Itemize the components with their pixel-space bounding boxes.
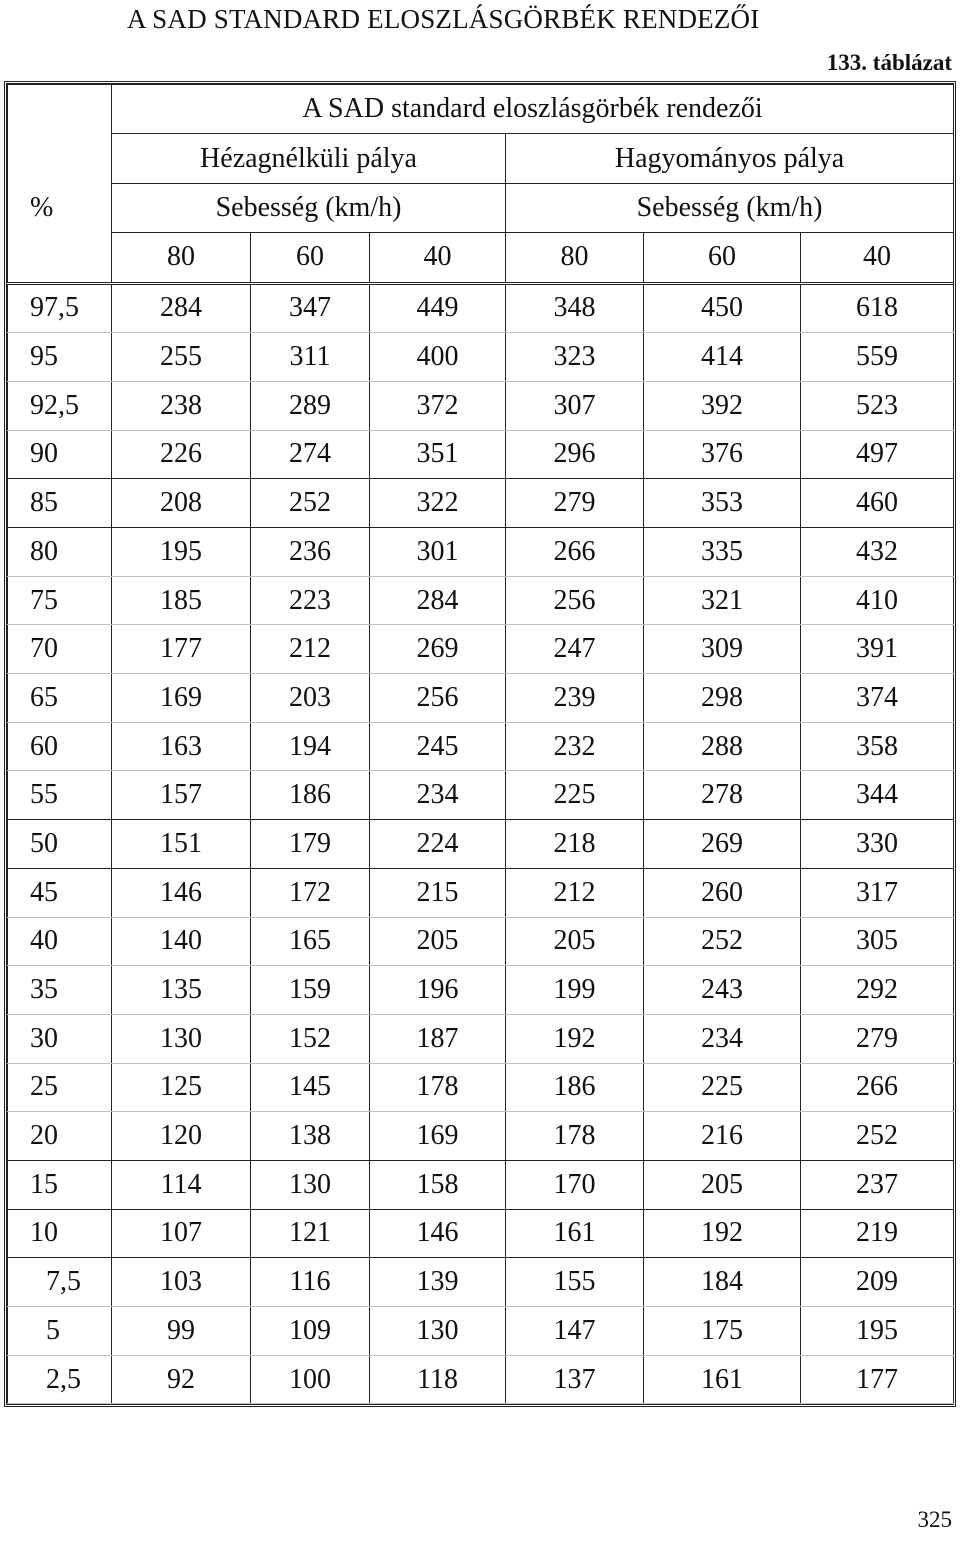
value-cell: 114 (112, 1160, 251, 1209)
value-cell: 100 (251, 1355, 370, 1404)
value-cell: 161 (506, 1209, 644, 1258)
value-cell: 130 (251, 1160, 370, 1209)
value-cell: 177 (112, 625, 251, 674)
table-row (8, 1258, 954, 1307)
value-cell: 186 (251, 771, 370, 820)
value-cell: 152 (251, 1014, 370, 1063)
value-cell: 307 (506, 381, 644, 430)
value-cell: 256 (506, 576, 644, 625)
value-cell: 130 (370, 1307, 506, 1356)
speed-header-2: 40 (370, 233, 506, 283)
value-cell: 260 (644, 868, 801, 917)
table-row (8, 576, 954, 625)
value-cell: 335 (644, 528, 801, 577)
value-cell: 125 (112, 1063, 251, 1112)
value-cell: 237 (801, 1160, 954, 1209)
value-cell: 348 (506, 283, 644, 333)
table-row (8, 1307, 954, 1356)
value-cell: 374 (801, 674, 954, 723)
value-cell: 140 (112, 917, 251, 966)
speed-header-1: 60 (251, 233, 370, 283)
value-cell: 203 (251, 674, 370, 723)
value-cell: 146 (112, 868, 251, 917)
value-cell: 269 (370, 625, 506, 674)
value-cell: 151 (112, 820, 251, 869)
value-cell: 414 (644, 333, 801, 382)
value-cell: 266 (506, 528, 644, 577)
value-cell: 449 (370, 283, 506, 333)
table-row (8, 1112, 954, 1161)
value-cell: 344 (801, 771, 954, 820)
value-cell: 195 (112, 528, 251, 577)
value-cell: 322 (370, 479, 506, 528)
value-cell: 301 (370, 528, 506, 577)
percent-cell: 35 (8, 966, 112, 1015)
value-cell: 289 (251, 381, 370, 430)
value-cell: 196 (370, 966, 506, 1015)
value-cell: 99 (112, 1307, 251, 1356)
value-cell: 309 (644, 625, 801, 674)
value-cell: 245 (370, 722, 506, 771)
value-cell: 353 (644, 479, 801, 528)
value-cell: 252 (251, 479, 370, 528)
percent-cell: 65 (8, 674, 112, 723)
value-cell: 195 (801, 1307, 954, 1356)
percent-cell: 15 (8, 1160, 112, 1209)
value-cell: 205 (506, 917, 644, 966)
table-row (8, 430, 954, 479)
value-cell: 161 (644, 1355, 801, 1404)
value-cell: 109 (251, 1307, 370, 1356)
value-cell: 224 (370, 820, 506, 869)
value-cell: 116 (251, 1258, 370, 1307)
value-cell: 118 (370, 1355, 506, 1404)
value-cell: 138 (251, 1112, 370, 1161)
table-row (8, 283, 954, 333)
value-cell: 139 (370, 1258, 506, 1307)
table-row (8, 966, 954, 1015)
value-cell: 185 (112, 576, 251, 625)
value-cell: 234 (370, 771, 506, 820)
value-cell: 247 (506, 625, 644, 674)
table-row (8, 625, 954, 674)
percent-cell: 45 (8, 868, 112, 917)
value-cell: 559 (801, 333, 954, 382)
percent-cell: 55 (8, 771, 112, 820)
value-cell: 288 (644, 722, 801, 771)
percent-cell: 85 (8, 479, 112, 528)
page-number: 325 (917, 1507, 952, 1532)
value-cell: 165 (251, 917, 370, 966)
value-cell: 158 (370, 1160, 506, 1209)
value-cell: 184 (644, 1258, 801, 1307)
percent-cell: 10 (8, 1209, 112, 1258)
value-cell: 205 (370, 917, 506, 966)
value-cell: 223 (251, 576, 370, 625)
table-row (8, 381, 954, 430)
value-cell: 215 (370, 868, 506, 917)
percent-header-top (8, 85, 112, 134)
value-cell: 172 (251, 868, 370, 917)
value-cell: 323 (506, 333, 644, 382)
value-cell: 392 (644, 381, 801, 430)
value-cell: 347 (251, 283, 370, 333)
value-cell: 145 (251, 1063, 370, 1112)
value-cell: 187 (370, 1014, 506, 1063)
table-row (8, 1355, 954, 1404)
value-cell: 298 (644, 674, 801, 723)
value-cell: 216 (644, 1112, 801, 1161)
percent-cell: 95 (8, 333, 112, 382)
value-cell: 274 (251, 430, 370, 479)
percent-cell: 60 (8, 722, 112, 771)
table-row (8, 1160, 954, 1209)
percent-cell: 30 (8, 1014, 112, 1063)
value-cell: 192 (644, 1209, 801, 1258)
table-row (8, 1014, 954, 1063)
value-cell: 296 (506, 430, 644, 479)
value-cell: 159 (251, 966, 370, 1015)
value-cell: 175 (644, 1307, 801, 1356)
value-cell: 169 (370, 1112, 506, 1161)
speed-label-right: Sebesség (km/h) (506, 183, 954, 232)
value-cell: 238 (112, 381, 251, 430)
percent-cell: 5 (8, 1307, 112, 1356)
value-cell: 256 (370, 674, 506, 723)
value-cell: 317 (801, 868, 954, 917)
percent-header-mid (8, 134, 112, 183)
value-cell: 199 (506, 966, 644, 1015)
speed-header-5: 40 (801, 233, 954, 283)
percent-cell: 20 (8, 1112, 112, 1161)
value-cell: 120 (112, 1112, 251, 1161)
value-cell: 279 (506, 479, 644, 528)
value-cell: 236 (251, 528, 370, 577)
value-cell: 284 (112, 283, 251, 333)
value-cell: 278 (644, 771, 801, 820)
value-cell: 226 (112, 430, 251, 479)
value-cell: 269 (644, 820, 801, 869)
table-row (8, 333, 954, 382)
value-cell: 460 (801, 479, 954, 528)
table-row (8, 528, 954, 577)
value-cell: 284 (370, 576, 506, 625)
value-cell: 103 (112, 1258, 251, 1307)
percent-cell: 90 (8, 430, 112, 479)
value-cell: 225 (506, 771, 644, 820)
value-cell: 194 (251, 722, 370, 771)
value-cell: 252 (644, 917, 801, 966)
percent-cell: 97,5 (8, 283, 112, 333)
value-cell: 219 (801, 1209, 954, 1258)
value-cell: 121 (251, 1209, 370, 1258)
value-cell: 305 (801, 917, 954, 966)
value-cell: 179 (251, 820, 370, 869)
percent-header-bottom (8, 233, 112, 283)
percent-cell: 25 (8, 1063, 112, 1112)
value-cell: 279 (801, 1014, 954, 1063)
table-number: 133. táblázat (826, 50, 952, 75)
value-cell: 130 (112, 1014, 251, 1063)
value-cell: 212 (251, 625, 370, 674)
page-header: A SAD STANDARD ELOSZLÁSGÖRBÉK RENDEZŐI (127, 4, 760, 34)
table-row (8, 479, 954, 528)
value-cell: 178 (370, 1063, 506, 1112)
value-cell: 497 (801, 430, 954, 479)
value-cell: 169 (112, 674, 251, 723)
value-cell: 255 (112, 333, 251, 382)
percent-cell: 75 (8, 576, 112, 625)
value-cell: 186 (506, 1063, 644, 1112)
value-cell: 107 (112, 1209, 251, 1258)
value-cell: 170 (506, 1160, 644, 1209)
value-cell: 523 (801, 381, 954, 430)
value-cell: 410 (801, 576, 954, 625)
value-cell: 321 (644, 576, 801, 625)
speed-header-3: 80 (506, 233, 644, 283)
value-cell: 205 (644, 1160, 801, 1209)
percent-cell: 2,5 (8, 1355, 112, 1404)
percent-cell: 70 (8, 625, 112, 674)
value-cell: 155 (506, 1258, 644, 1307)
value-cell: 232 (506, 722, 644, 771)
table-row (8, 722, 954, 771)
percent-cell: 80 (8, 528, 112, 577)
value-cell: 163 (112, 722, 251, 771)
value-cell: 225 (644, 1063, 801, 1112)
value-cell: 400 (370, 333, 506, 382)
table-row (8, 1063, 954, 1112)
value-cell: 234 (644, 1014, 801, 1063)
value-cell: 376 (644, 430, 801, 479)
value-cell: 157 (112, 771, 251, 820)
value-cell: 252 (801, 1112, 954, 1161)
table-row (8, 674, 954, 723)
percent-cell: 50 (8, 820, 112, 869)
table-title: A SAD standard eloszlásgörbék rendezői (112, 85, 954, 134)
value-cell: 135 (112, 966, 251, 1015)
value-cell: 243 (644, 966, 801, 1015)
table-row (8, 868, 954, 917)
value-cell: 137 (506, 1355, 644, 1404)
value-cell: 146 (370, 1209, 506, 1258)
value-cell: 192 (506, 1014, 644, 1063)
table-row (8, 820, 954, 869)
value-cell: 330 (801, 820, 954, 869)
percent-header: % (8, 183, 112, 232)
value-cell: 266 (801, 1063, 954, 1112)
value-cell: 209 (801, 1258, 954, 1307)
value-cell: 178 (506, 1112, 644, 1161)
value-cell: 391 (801, 625, 954, 674)
value-cell: 372 (370, 381, 506, 430)
value-cell: 292 (801, 966, 954, 1015)
value-cell: 351 (370, 430, 506, 479)
distribution-table (7, 84, 954, 1404)
speed-label-left: Sebesség (km/h) (112, 183, 506, 232)
value-cell: 177 (801, 1355, 954, 1404)
value-cell: 432 (801, 528, 954, 577)
value-cell: 311 (251, 333, 370, 382)
value-cell: 208 (112, 479, 251, 528)
table-row (8, 771, 954, 820)
speed-header-4: 60 (644, 233, 801, 283)
value-cell: 450 (644, 283, 801, 333)
value-cell: 92 (112, 1355, 251, 1404)
table-row (8, 1209, 954, 1258)
value-cell: 218 (506, 820, 644, 869)
group-left-header: Hézagnélküli pálya (112, 134, 506, 183)
group-right-header: Hagyományos pálya (506, 134, 954, 183)
table-row (8, 917, 954, 966)
value-cell: 358 (801, 722, 954, 771)
percent-cell: 92,5 (8, 381, 112, 430)
percent-cell: 40 (8, 917, 112, 966)
value-cell: 212 (506, 868, 644, 917)
data-table-frame (4, 81, 956, 1407)
value-cell: 618 (801, 283, 954, 333)
speed-header-0: 80 (112, 233, 251, 283)
value-cell: 147 (506, 1307, 644, 1356)
value-cell: 239 (506, 674, 644, 723)
percent-cell: 7,5 (8, 1258, 112, 1307)
